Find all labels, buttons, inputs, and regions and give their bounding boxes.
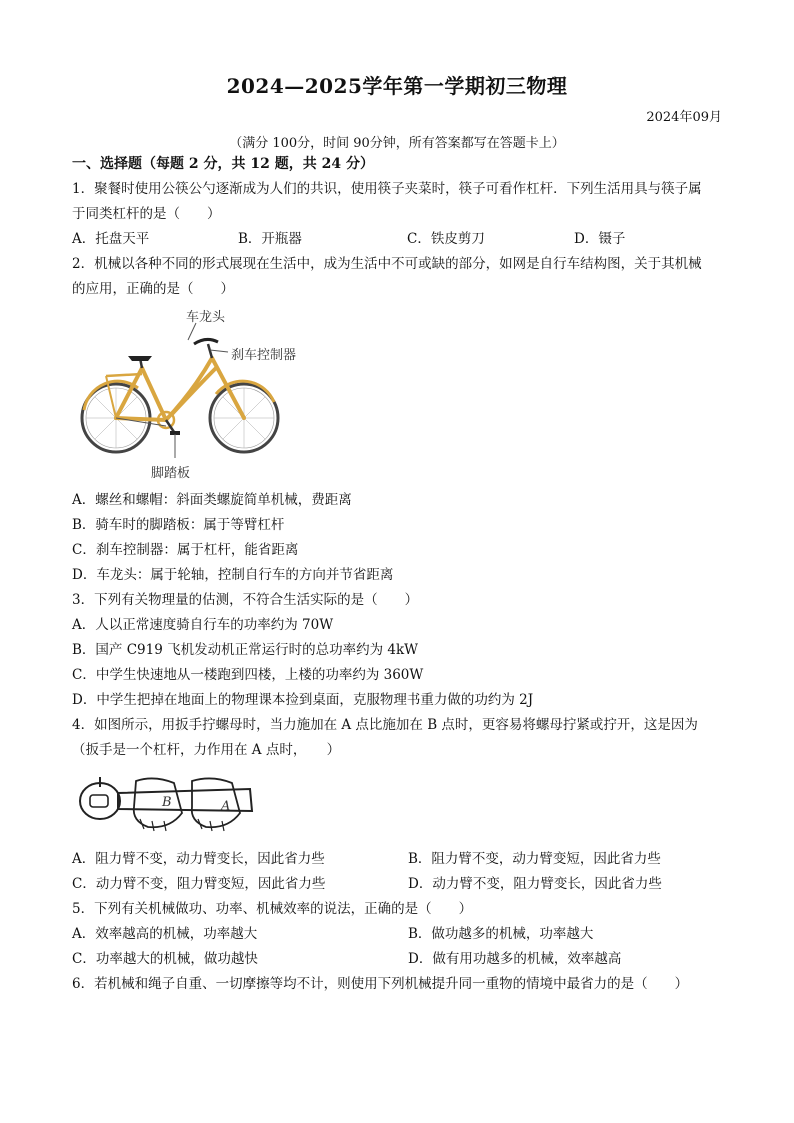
q4-option-c: C．动力臂不变，阻力臂变短，因此省力些	[72, 876, 326, 892]
label-pedal: 脚踏板	[151, 466, 191, 481]
q5-option-c: C．功率越大的机械，做功越快	[72, 951, 258, 967]
q5-options-row2	[72, 947, 724, 972]
q1-stem-line2: 于同类杠杆的是（ ）	[72, 206, 221, 222]
q2-stem-line2: 的应用，正确的是（ ）	[72, 281, 234, 297]
exam-note: （满分 100分，时间 90分钟，所有答案都写在答题卡上）	[229, 136, 565, 151]
q2-option-a: A．螺丝和螺帽：斜面类螺旋简单机械，费距离	[72, 492, 352, 508]
wrench-figure	[74, 773, 264, 835]
q4-option-a: A．阻力臂不变，动力臂变长，因此省力些	[72, 851, 325, 867]
q4-option-b: B．阻力臂不变，动力臂变短，因此省力些	[408, 851, 661, 867]
q5-options-row1	[72, 922, 724, 947]
q4-options-row2	[72, 872, 724, 897]
q1-stem-line1: 1．聚餐时使用公筷公勺逐渐成为人们的共识，使用筷子夹菜时，筷子可看作杠杆．下列生活用具与筷子属	[72, 181, 702, 197]
exam-content	[72, 152, 724, 997]
q4-stem-line1: 4．如图所示，用扳手拧螺母时，当力施加在 A 点比施加在 B 点时，更容易将螺母拧紧或拧开，这是因为	[72, 717, 698, 733]
q2-stem-line1: 2．机械以各种不同的形式展现在生活中，成为生活中不可或缺的部分，如网是自行车结构图，关于其机械	[72, 256, 702, 272]
label-point-a: A	[221, 799, 231, 814]
q2-option-c: C．刹车控制器：属于杠杆，能省距离	[72, 542, 299, 558]
q5-option-d: D．做有用功越多的机械，效率越高	[408, 951, 622, 967]
q4-option-d: D．动力臂不变，阻力臂变长，因此省力些	[408, 876, 662, 892]
q3-stem: 3．下列有关物理量的估测，不符合生活实际的是（ ）	[72, 592, 419, 608]
exam-date: 2024年09月	[646, 110, 722, 125]
q1-option-c: C．铁皮剪刀	[407, 231, 485, 247]
q3-option-c: C．中学生快速地从一楼跑到四楼，上楼的功率约为 360W	[72, 667, 424, 683]
q1-options	[72, 227, 724, 252]
label-brake-controller: 刹车控制器	[231, 348, 297, 363]
bicycle-figure	[76, 306, 316, 482]
q3-option-d: D．中学生把掉在地面上的物理课本捡到桌面，克服物理书重力做的功约为 2J	[72, 692, 534, 708]
q3-option-a: A．人以正常速度骑自行车的功率约为 70W	[72, 617, 334, 633]
q6-stem: 6．若机械和绳子自重、一切摩擦等均不计，则使用下列机械提升同一重物的情境中最省力的是（ ）	[72, 976, 689, 992]
section-heading: 一、选择题（每题 2 分，共 12 题，共 24 分）	[72, 156, 374, 172]
label-point-b: B	[162, 795, 172, 810]
q5-stem: 5．下列有关机械做功、功率、机械效率的说法，正确的是（ ）	[72, 901, 473, 917]
q1-option-a: A．托盘天平	[72, 231, 150, 247]
q1-option-b: B．开瓶器	[238, 231, 302, 247]
q5-option-a: A．效率越高的机械，功率越大	[72, 926, 258, 942]
label-handlebar: 车龙头	[186, 310, 226, 325]
q4-options-row1	[72, 847, 724, 872]
q3-option-b: B．国产 C919 飞机发动机正常运行时的总功率约为 4kW	[72, 642, 419, 658]
q5-option-b: B．做功越多的机械，功率越大	[408, 926, 594, 942]
q2-option-d: D．车龙头：属于轮轴，控制自行车的方向并节省距离	[72, 567, 394, 583]
q1-option-d: D．镊子	[574, 231, 626, 247]
q4-stem-line2: （扳手是一个杠杆，力作用在 A 点时， ）	[72, 742, 341, 758]
page-title: 2024—2025学年第一学期初三物理	[226, 74, 568, 98]
bicycle-drawing	[76, 306, 316, 482]
q2-option-b: B．骑车时的脚踏板：属于等臂杠杆	[72, 517, 285, 533]
